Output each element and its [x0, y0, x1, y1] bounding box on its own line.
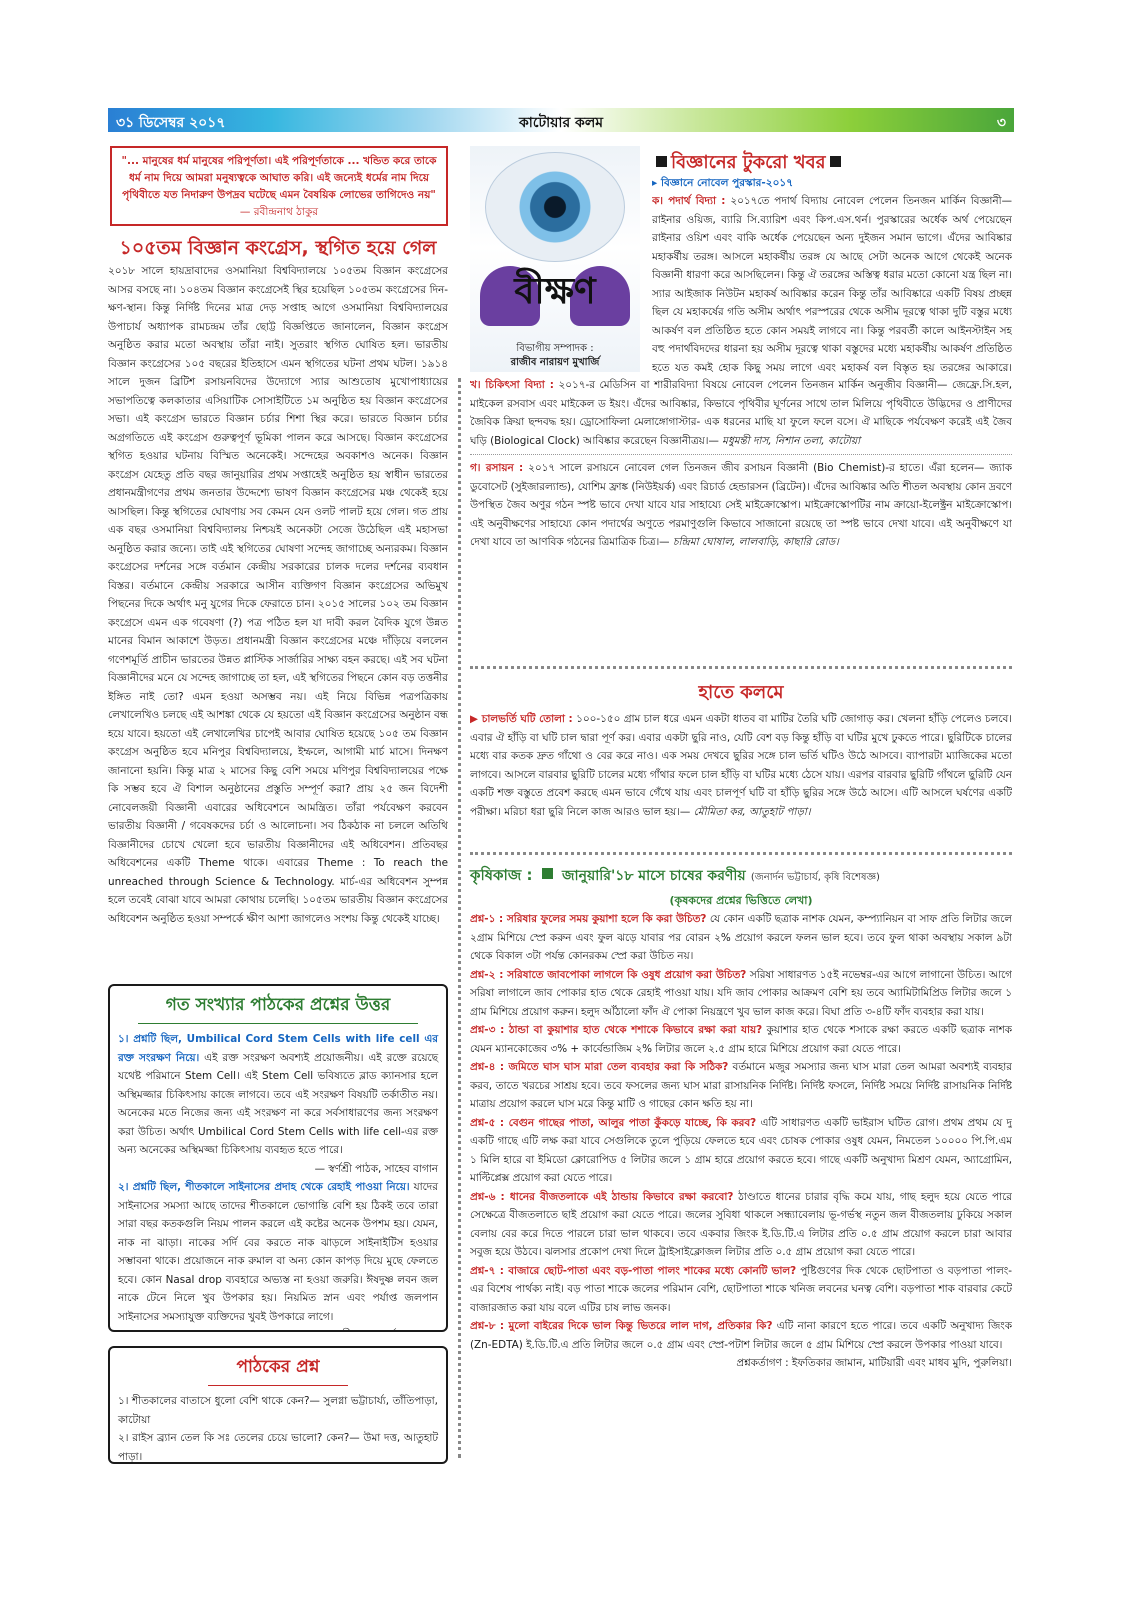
hate-kalame-body: ▶ চালভর্তি ঘটি তোলা : ১০০-১৫০ গ্রাম চাল ধরে এমন একটা ধাতব বা মাটির তৈরি ঘটি জোগাড় কর। খেলনা হাঁড়ি পেলেও চলবে। এবার ঐ হাঁড়ি বা ঘটি চাল দ্বারা পূর্ণ কর। এবার একটা ছুরি নাও, যেটি বেশ বড় কিন্তু হাঁড়ি বা ঘটির মুখে ঢুকতে পারে। ছুরিটিকে চালের মধ্যে বার কতক দ্রুত গাঁথো ও বের করে নাও। এক সময় দেখবে ছুরির সঙ্গে চাল ভর্তি ঘটিও উঠে আসবে। ব্যাপারটা ম্যাজিকের মতো লাগবে। আসলে বারবার ছুরিটি চালের মধ্যে গাঁথার ফলে চাল হাঁড়ি বা ঘটির মধ্যে ঠেসে যায়। এরপর বারবার ছুরিটি গাঁথলে ছুরিটি যেন একটি শক্ত বস্তুতে প্রবেশ করছে এমন ভাবে গেঁথে যায় এবং চালপূর্ণ ঘটি বা হাঁড়ি ছুরির সঙ্গে উঠে আসে। এটি আসলে ঘর্ষণের একটি পরীক্ষা। মরিচা ধরা ছুরি নিলে কাজ আরও ভাল হয়।— মৌমিতা কর, আতুহাট পাড়া। — [470, 713, 1012, 818]
medicine-label: খ। চিকিৎসা বিদ্যা : — [470, 379, 554, 391]
quote-box — [110, 146, 448, 226]
answers-box — [108, 984, 448, 1332]
answer-a1: এই রক্ত সংরক্ষণ অবশ্যই প্রয়োজনীয়। এই রক্তে রয়েছে যথেষ্ট পরিমানে Stem Cell। এই Stem Cell ভবিষ্যতে ব্লাড ক্যানসার হলে অস্থিমজ্জার চিকিৎসায় কাজে লাগবে। তবে এই সংরক্ষণ বিষয়টি তর্কাতীত নয়। অনেকের মতে নিজের জন্য এই সংরক্ষণ না করে সর্বসাধারণের জন্য সংরক্ষণ করা উচিত। অর্থাৎ Umbilical Cord Stem Cells with life cell-এর রক্ত অন্য অনেকের অস্থিমজ্জা চিকিৎসায় ব্যবহৃত হতে পারে। — [118, 1051, 439, 1156]
header-title: কাটোয়ার কলম — [518, 115, 604, 131]
answer-a2-author — [118, 1326, 438, 1332]
square-bullet-icon — [830, 156, 841, 167]
experiment-author: মৌমিতা কর, আতুহাট পাড়া। — [693, 805, 811, 818]
page-number: ৩ — [996, 115, 1006, 131]
krishi-author: (জনার্দন ভট্টাচার্য, কৃষি বিশেষজ্ঞ) — [750, 872, 880, 883]
hate-kalame-title: হাতে কলমে — [698, 682, 784, 703]
chemistry-body: ২০১৭ সালে রসায়নে নোবেল গেল তিনজন জীব রসায়ন বিজ্ঞানী (Bio Chemist)-র হাতে। এঁরা হলেন— জ্যাক ডুবোসেট (সুইজারল্যান্ড), যোশিম ফ্রাঙ্ক (নিউইয়র্ক) এবং রিচার্ড হেন্ডারসন (ব্রিটেন)। এঁদের আবিষ্কার অতি শীতল অবস্থায় কোন দ্রবণে উপস্থিত জৈব অণুর গঠন স্পষ্ট ভাবে দেখা যাবে যার সাহায্যে সেই মাইক্রোস্কোপ। মাইক্রোস্কোপটির নাম ক্রায়ো-ইলেক্ট্রন মাইক্রোস্কোপ। এই অনুবীক্ষণের সাহায্যে কোন পদার্থের অণুতে পরমাণুগুলি কিভাবে সাজানো রয়েছে তা স্পষ্ট ভাবে দেখা যাবে। এই অনুবীক্ষণে যা দেখা যাবে তা আণবিক গঠনের ত্রিমাত্রিক চিত্র।— — [470, 462, 1012, 548]
physics-label: ক। পদার্থ বিদ্যা : — [652, 195, 726, 207]
page-header — [108, 108, 1014, 132]
answer-a2: যাদের সাইনাসের সমস্যা আছে তাদের শীতকালে ভোগান্তি বেশি হয় ঠিকই তবে তারা সারা বছর কতকগুলি নিয়ম পালন করলে এই কষ্টের অনেক উপশম হয়। যেমন, নাক না ঝাড়া। নাকের সর্দি বের করতে নাক ঝাড়লে সাইনাইটিস হওয়ার সম্ভাবনা থাকে। প্রয়োজনে নাক রুমাল বা অন্য কোন কাপড় দিয়ে মুছে ফেলতে হবে। কোন Nasal drop ব্যবহারে অভ্যস্ত না হওয়া জরুরি। ঈষদুষ্ণ লবন জল নাকে টেনে নিলে খুব উপকার হয়। নিয়মিত স্নান এবং পর্যাপ্ত জলপান সাইনাসের সমস্যাযুক্ত ব্যক্তিদের খুবই উপকারে লাগে। — [118, 1181, 438, 1323]
medicine-body: ২০১৭-র মেডিসিন বা শারীরবিদ্যা বিষয়ে নোবেল পেলেন তিনজন মার্কিন অনুজীব বিজ্ঞানী— জেফ্রে.সি.হল, মাইকেল রসবাস এবং মাইকেল ড ইয়ং। এঁদের আবিষ্কার, কিভাবে পৃথিবীর ঘূর্ণনের সাথে তাল মিলিয়ে পৃথিবীতে উদ্ভিদের ও প্রাণীদের জৈবিক ক্রিয়া ছন্দবদ্ধ হয়। ড্রোসোফিলা মেলাঙ্গোগাস্টার- এক ধরনের মাছি যা ফুলে ফলে বসে। ঐ মাছিকে পর্যবেক্ষণ করেই এই জৈব ঘড়ি (Biological Clock) আবিষ্কার করেছেন বিজ্ঞানীত্রয়।— — [470, 379, 1012, 447]
list-item: প্রশ্ন-৮ : মুলো বাইরের দিকে ভাল কিন্তু ভিতরে লাল দাগ, প্রতিকার কি? এটি নানা কারণে হতে পারে। তবে একটি অনুখাদ্য জিংক (Zn-EDTA) ই.ডি.টি.এ প্রতি লিটার জলে ০.৫ গ্রাম এবং স্প্রে-পটাশ লিটার জলে ৫ গ্রাম মিশিয়ে স্প্রে করলে উপকার পাওয়া যাবে। — [470, 1320, 1012, 1351]
science-news-title: বিজ্ঞানের টুকরো খবর — [652, 148, 1012, 179]
header-date: ৩১ ডিসেম্বর ২০১৭ — [116, 115, 226, 131]
article-title: ১০৫তম বিজ্ঞান কংগ্রেস, স্থগিত হয়ে গেল — [119, 237, 437, 259]
krishi-subtitle: (কৃষকদের প্রশ্নের ভিত্তিতে লেখা) — [669, 894, 813, 907]
chemistry-author: চন্দ্রিমা ঘোষাল, লালবাড়ি, কাছারি রোড। — [672, 536, 839, 548]
krishi-header — [470, 864, 1012, 889]
readers-box-title: পাঠকের প্রশ্ন — [208, 1354, 348, 1386]
krishi-body — [470, 910, 1012, 1464]
answer-q1: ১। প্রশ্নটি ছিল, Umbilical Cord Stem Cells with life cell এর রক্ত সংরক্ষণ নিয়ে। — [118, 1033, 438, 1064]
quote-author: — রবীন্দ্রনাথ ঠাকুর — [239, 206, 319, 218]
caption-label: বিভাগীয় সম্পাদক : — [516, 343, 594, 354]
biksan-image — [470, 146, 640, 372]
answers-box-title: গত সংখ্যার পাঠকের প্রশ্নের উত্তর — [138, 992, 418, 1024]
chemistry-label: গ। রসায়ন : — [470, 462, 524, 474]
medicine-chemistry-news — [470, 376, 1012, 658]
reader-q1: ১। শীতকালের বাতাসে ধুলো বেশি থাকে কেন?— সুলগ্না ভট্টাচার্য্য, তাঁতিপাড়া, কাটোয়া — [118, 1395, 438, 1426]
list-item: প্রশ্ন-১ : সরিষার ফুলের সময় কুয়াশা হলে কি করা উচিত? যে কোন একটি ছত্রাক নাশক যেমন, কম্প্যানিয়ন বা সাফ প্রতি লিটার জলে ২গ্রাম মিশিয়ে স্প্রে করুন এবং ফুল ঝড়ে যাবার পর বোরন ২% প্রয়োগ করলে ফলন ভাল হবে। তবে ফুল থাকা অবস্থায় সকাল ৯টা থেকে বিকাল ৩টা পর্যন্ত কোনরকম স্প্রে করা উচিত নয়। — [470, 913, 1012, 962]
eye-icon — [485, 152, 625, 262]
list-item: প্রশ্ন-২ : সরিষাতে জাবপোকা লাগলে কি ওষুধ প্রয়োগ করা উচিত? সরিষা সাধারণত ১৫ই নভেম্বর-এর আগে লাগানো উচিত। আগে সরিষা লাগালে জাব পোকার হাত থেকে রেহাই পাওয়া যায়। যদি জাব পোকার আক্রমণ বেশি হয় তবে অ্যামিটামিপ্রিড লিটার জলে ১ গ্রাম মিশিয়ে প্রয়োগ করুন। হলুদ আঁঠালো ফাঁদ ঐ পোকা নিয়ন্ত্রণে খুব ভাল কাজ করে। বিঘা প্রতি ৩-৪টি ফাঁদ ব্যবহার করা যায়। — [470, 968, 1012, 1018]
list-item: প্রশ্ন-৭ : বাজারে ছোট-পাতা এবং বড়-পাতা পালং শাকের মধ্যে কোনটি ভাল? পুষ্টিগুণের দিক থেকে ছোটপাতা ও বড়পাতা পালং-এর বিশেষ পার্থক্য নাই। বড় পাতা শাকে জলের পরিমান বেশি, ছোটপাতা শাকে খনিজ লবনের ঘনত্ব বেশি। বড়পাতা শাক বারবার কেটে বাজারজাত করা যায় বলে এটির চাষ লাভ জনক। — [470, 1264, 1012, 1314]
biksan-logo: বীক্ষণ — [514, 271, 596, 312]
image-caption — [470, 342, 640, 370]
section-separator — [470, 852, 1012, 856]
reader-q2: ২। রাইস ব্র্যান তেল কি সঃ তেলের চেয়ে ভালো? কেন?— উমা দত্ত, আতুহাট পাড়া। — [118, 1432, 438, 1463]
caption-name: রাজীব নারায়ণ মুখার্জি — [510, 357, 600, 368]
article-body: ২০১৮ সালে হায়দ্রাবাদের ওসমানিয়া বিশ্ববিদ্যালয়ে ১০৫তম বিজ্ঞান কংগ্রেসের আসর বসছে না। ১০৪তম বিজ্ঞান কংগ্রেসেই স্থির হয়েছিল ১০৫তম কংগ্রেসের দিন-ক্ষণ-স্থান। কিন্তু নির্দিষ্ট দিনের মাত্র দেড় সপ্তাহ আগে ওসমানিয়া বিশ্ববিদ্যালয়ের উপাচার্য অধ্যাপক রামচন্দ্রম তাঁর ছোট্ট বিজ্ঞপ্তিতে জানালেন, বিজ্ঞান কংগ্রেস অনুষ্ঠিত করার মতো অবস্থায় তাঁরা নাই। সুতরাং স্থগিত ঘোষিত হল। ভারতীয় বিজ্ঞান কংগ্রেসের ১০৫ বছরের ইতিহাসে এমন স্থগিতের ঘটনা প্রথম ঘটল। ১৯১৪ সালে দুজন ব্রিটিশ রসায়নবিদের উদ্যোগে স্যার আশুতোষ মুখোপাধ্যায়ের সভাপতিত্বে কলকাতার এসিয়াটিক সোসাইটিতে ১ম অনুষ্ঠিত হয় বিজ্ঞান কংগ্রেসের সভা। এই কংগ্রেস ভারতে বিজ্ঞান চর্চার শিশা স্থির করে। ভারতে বিজ্ঞান চর্চার অগ্রগতিতে এই কংগ্রেস গুরুত্বপূর্ণ ভূমিকা পালন করে আসছে। বিজ্ঞান কংগ্রেসের স্থগিত হওয়ার ঘটনায় বিস্মিত অনেকেই। সন্দেহের অবকাশও অনেক। বিজ্ঞান কংগ্রেস যেহেতু প্রতি বছর জানুয়ারির প্রথম সপ্তাহেই অনুষ্ঠিত হয় স্বাধীন ভারতের প্রধানমন্ত্রীগণের প্রথম জনতার উদ্দেশ্যে ভাষণ বিজ্ঞান কংগ্রেসের মঞ্চ থেকেই হয়ে আসছিল। কিন্তু স্থগিতের ঘোষণায় সব কেমন যেন ওলট পালট হয়ে গেল। গত প্রায় এক বছর ওসমানিয়া বিশ্ববিদ্যালয় নিশ্চয়ই অনেকটা সেজে উঠেছিল এই মহাসভা অনুষ্ঠিত করার জন্যে। তাই এই স্থগিতের ঘোষণা সন্দেহ জাগাচ্ছে অন্যরকম। বিজ্ঞান কংগ্রেসের দর্শনের সঙ্গে বর্তমান কেন্দ্রীয় সরকারের চালক দলের দর্শনের ব্যবধান বিস্তর। বর্তমানে কেন্দ্রীয় সরকারে আসীন ব্যক্তিগণ বিজ্ঞান কংগ্রেসের অভিমুখ পিছনের দিকে অর্থাৎ মনু যুগের দিকে ফেরাতে চান। ২০১৫ সালের ১০২ তম বিজ্ঞান কংগ্রেসে এমন এক গবেষণা (?) পত্র পঠিত হল যা দাবী করল বৈদিক যুগে উন্নত মানের বিমান আকাশে উড়ত। প্রধানমন্ত্রী বিজ্ঞান কংগ্রেসের মঞ্চে দাঁড়িয়ে বললেন গণেশমূর্তি প্রাচীন ভারতের উন্নত প্লাস্টিক সার্জারির সাক্ষ্য বহন করছে। এই সব ঘটনা বিজ্ঞানীদের মনে যে সন্দেহ জাগাচ্ছে তা হল, এই স্থগিতের পিছনে কোন বড় তত্তনীর ইঙ্গিত নাই তো? এমন হওয়া অসম্ভব নয়। এই নিয়ে বিভিন্ন পত্রপত্রিকায় লেখালেখিও চলছে এই আশঙ্কা থেকে যে হয়তো এই বিজ্ঞান কংগ্রেসের অনুষ্ঠান বন্ধ হয়ে যাবে। হয়তো এই লেখালেখির চাপেই আবার ঘোষিত হয়েছে ১০৫ তম বিজ্ঞান কংগ্রেস অনুষ্ঠিত হবে মনিপুর বিশ্ববিদ্যালয়ে, ইম্ফলে, আগামী মার্চ মাসে। দিনক্ষণ জানানো হয়নি। কিন্তু মাত্র ২ মাসের কিছু বেশি সময়ে মণিপুর বিশ্ববিদ্যালয়ের পক্ষে কি সম্ভব হবে ঐ বিশাল অনুষ্ঠানের প্রস্তুতি সম্পূর্ণ করা? প্রায় ২৫ জন বিদেশী নোবেলজয়ী বিজ্ঞানী এবারের অধিবেশনে আমন্ত্রিত। তাঁরা পর্যবেক্ষণ করবেন ভারতীয় বিজ্ঞানী / গবেষকদের চর্চা ও আলোচনা। সব ঠিকঠাক না চললে অতিথি বিজ্ঞানীদের চোখে খেলো হবে ভারতীয় বিজ্ঞানীদের এই অধিবেশন। প্রতিবছর অধিবেশনের একটি Theme থাকে। এবারের Theme : To reach the unreached through Science & Technology. মার্চ-এর অধিবেশন সুম্পন্ন হলে তবেই বোঝা যাবে আমরা কোথায় চলেছি। ১০৫তম ভারতীয় বিজ্ঞান কংগ্রেসের অধিবেশন অনুষ্ঠিত হওয়া সম্পর্কে ক্ষীণ আশা জাগলেও সংশয় কিন্তু থেকেই যাচ্ছে। — [108, 265, 448, 925]
list-item: প্রশ্ন-৬ : ধানের বীজতলাকে এই ঠান্ডায় কিভাবে রক্ষা করবো? ঠাণ্ডাতে ধানের চারার বৃদ্ধি কমে যায়, গাছ হলুদ হয়ে যেতে পারে সেক্ষেত্রে বীজতলাতে ছাই প্রয়োগ করা যেতে পারে। জলের সুবিধা থাকলে সন্ধ্যাবেলায় ভূ-গর্ভস্থ নতুন জল বীজতলায় ঢুকিয়ে সকাল বেলায় বের করে দিতে পারলে চারা ভাল থাকবে। তবে একবার জিংক ই.ডি.টি.এ লিটার প্রতি ০.৫ গ্রাম প্রয়োগ করলে চারা আবার সবুজ হয়ে উঠবে। ঝলসার প্রকোপ দেখা দিলে ট্রাইসাইক্লোজল লিটার প্রতি ০.৫ গ্রাম প্রয়োগ করা যেতে পারে। — [470, 1190, 1012, 1258]
answer-a1-author: — স্বর্ণশ্রী পাঠক, সাহেব বাগান — [314, 1162, 438, 1175]
square-bullet-icon — [542, 868, 553, 879]
physics-news-top — [652, 192, 1012, 376]
section-separator — [470, 666, 1012, 670]
medicine-author: মধুমন্তী দাস, নিশান তলা, কাটোয়া — [722, 434, 861, 447]
square-bullet-icon — [656, 156, 667, 167]
column-separator — [458, 378, 462, 1458]
experiment-label: চালভর্তি ঘটি তোলা : — [481, 713, 573, 725]
quote-text: "... মানুষের ধর্ম মানুষের পরিপূর্ণতা। এই পরিপূর্ণতাকে ... খন্ডিত করে তাকে ধর্ম নাম দিয়ে আমরা মনুষ্যত্বকে আঘাত করি। এই জন্যেই ধর্মের নাম দিয়ে পৃথিবীতে যত নিদারুণ উপদ্রব ঘটেছে এমন বৈষয়িক লোভের তাগিদেও নয়" — [121, 155, 437, 201]
krishi-askers: প্রশ্নকর্তাগণ : ইফতিকার জামান, মাটিয়ারী এবং মাধব মুদি, পুরুলিয়া। — [736, 1357, 1012, 1369]
krishi-label: কৃষিকাজ : — [470, 866, 533, 884]
physics-body: ২০১৭তে পদার্থ বিদ্যায় নোবেল পেলেন তিনজন মার্কিন বিজ্ঞানী— রাইনার ওয়িজ, ব্যারি সি.ব্যারিশ এবং কিপ.এস.থর্ন। পুরস্কারের অর্ধেক অর্থ পেয়েছেন রাইনার ওয়িশ এবং বাকি অর্ধেক পেয়েছেন অন্য দুইজন সমান ভাগে। এঁদের আবিষ্কার মহাকর্ষীয় তরঙ্গ। আসলে মহাকর্ষীয় তরঙ্গ যে আছে সেটা অনেক আগে থেকেই অনেক বিজ্ঞানী ধারণা করে আসছিলেন। কিন্তু ঐ তরঙ্গের অস্তিত্ব ধরার মতো কোনো যন্ত্র ছিল না। স্যার আইজাক নিউটন মহাকর্ষ আবিষ্কার করেন কিন্তু তাঁর আবিষ্কারে একটি বিষয় প্রচ্ছন্ন ছিল যে মহাকর্ষের গতি অসীম অর্থাৎ পরস্পরের থেকে অসীম দূরত্বে থাকা দুটি বস্তুর মধ্যে আকর্ষণ বল প্রতিষ্ঠিত হতে কোন সময়ই লাগবে না। কিন্তু পরবর্তী কালে আইনস্টাইন সহ বহু পদার্থবিদদের ধারনা হয় অসীম দূরত্বে থাকা বস্তুদের মধ্যে মহাকর্ষীয় আকর্ষণ প্রতিষ্ঠিত হতে যত কমই হোক কিছু সময় লাগে এবং মহাকর্ষ বল বিস্তৃত হয় তরঙ্গের আকারে। — [652, 195, 1012, 374]
answer-q2: ২। প্রশ্নটি ছিল, শীতকালে সাইনাসের প্রদাহ থেকে রেহাই পাওয়া নিয়ে। — [118, 1181, 410, 1193]
list-item: প্রশ্ন-৫ : বেগুন গাছের পাতা, আলুর পাতা কুঁকড়ে যাচ্ছে, কি করব? এটি সাধারণত একটি ভাইরাস ঘটিত রোগ। প্রথম প্রথম যে দু একটি গাছে এটি লক্ষ করা যাবে সেগুলিকে তুলে পুড়িয়ে ফেলতে হবে এবং চোষক পোকার ওষুধ যেমন, নিমতেল ১০০০০ পি.পি.এম ১ মিলি হারে বা ইমিডো ক্লোরোপিড ৫ লিটার জলে ১ গ্রাম হারে প্রয়োগ করতে হবে। গাছে একটি অনুখাদ্য মিশ্রণ যেমন, অ্যাগ্রোমিন, মাল্টিপ্লেক্স প্রয়োগ করা যেতে পারে। — [470, 1116, 1012, 1184]
experiment-body: ১০০-১৫০ গ্রাম চাল ধরে এমন একটা ধাতব বা মাটির তৈরি ঘটি জোগাড় কর। খেলনা হাঁড়ি পেলেও চলবে। এবার ঐ হাঁড়ি বা ঘটি চাল দ্বারা পূর্ণ কর। এবার একটা ছুরি নাও, যেটি বেশ বড় কিন্তু হাঁড়ি বা ঘটির মুখে ঢুকতে পারে। ছুরিটিকে চালের মধ্যে বার কতক দ্রুত গাঁথো ও বের করে নাও। এক সময় দেখবে ছুরির সঙ্গে চাল ভর্তি ঘটিও উঠে আসবে। ব্যাপারটা ম্যাজিকের মতো লাগবে। আসলে বারবার ছুরিটি চালের মধ্যে গাঁথার ফলে চাল হাঁড়ি বা ঘটির মধ্যে ঠেসে যায়। এরপর বারবার ছুরিটি গাঁথলে ছুরিটি যেন একটি শক্ত বস্তুতে প্রবেশ করছে এমন ভাবে গেঁথে যায় এবং চালপূর্ণ ঘটি বা হাঁড়ি ছুরির সঙ্গে উঠে আসে। এটি আসলে ঘর্ষণের একটি পরীক্ষা। মরিচা ধরা ছুরি নিলে কাজ আরও ভাল হয়।— — [470, 713, 1012, 818]
science-news-subtitle: ▸ বিজ্ঞানে নোবেল পুরস্কার-২০১৭ — [652, 177, 794, 189]
readers-box — [108, 1346, 448, 1464]
list-item: প্রশ্ন-৩ : ঠান্ডা বা কুয়াশার হাত থেকে শশাকে কিভাবে রক্ষা করা যায়? কুয়াশার হাত থেকে শসাকে রক্ষা করতে একটি ছত্রাক নাশক যেমন ম্যানকোজেব ৩% + কার্বেন্ডাজিম ২% লিটার জলে ২.৫ গ্রাম হারে মিশিয়ে প্রয়োগ করা যেতে পারে। — [470, 1024, 1012, 1055]
list-item: প্রশ্ন-৪ : জমিতে ঘাস ঘাস মারা তেল ব্যবহার করা কি সঠিক? বর্তমানে মজুর সমস্যার জন্য ঘাস মারা তেল আমরা অবশ্যই ব্যবহার করব, তাতে খরচের সাশ্রয় হবে। তবে ফসলের জন্য ঘাস মারা রাসায়নিক নির্দিষ্ট। নির্দিষ্ট ফসলে, নির্দিষ্ট সময়ে নির্দিষ্ট রাসায়নিক নির্দিষ্ট মাত্রায় প্রয়োগ করলে ঘাস মরে কিন্তু মাটি ও গাছের কোন ক্ষতি হয় না। — [470, 1061, 1012, 1110]
krishi-title: জানুয়ারি'১৮ মাসে চাষের করণীয় — [562, 868, 746, 884]
